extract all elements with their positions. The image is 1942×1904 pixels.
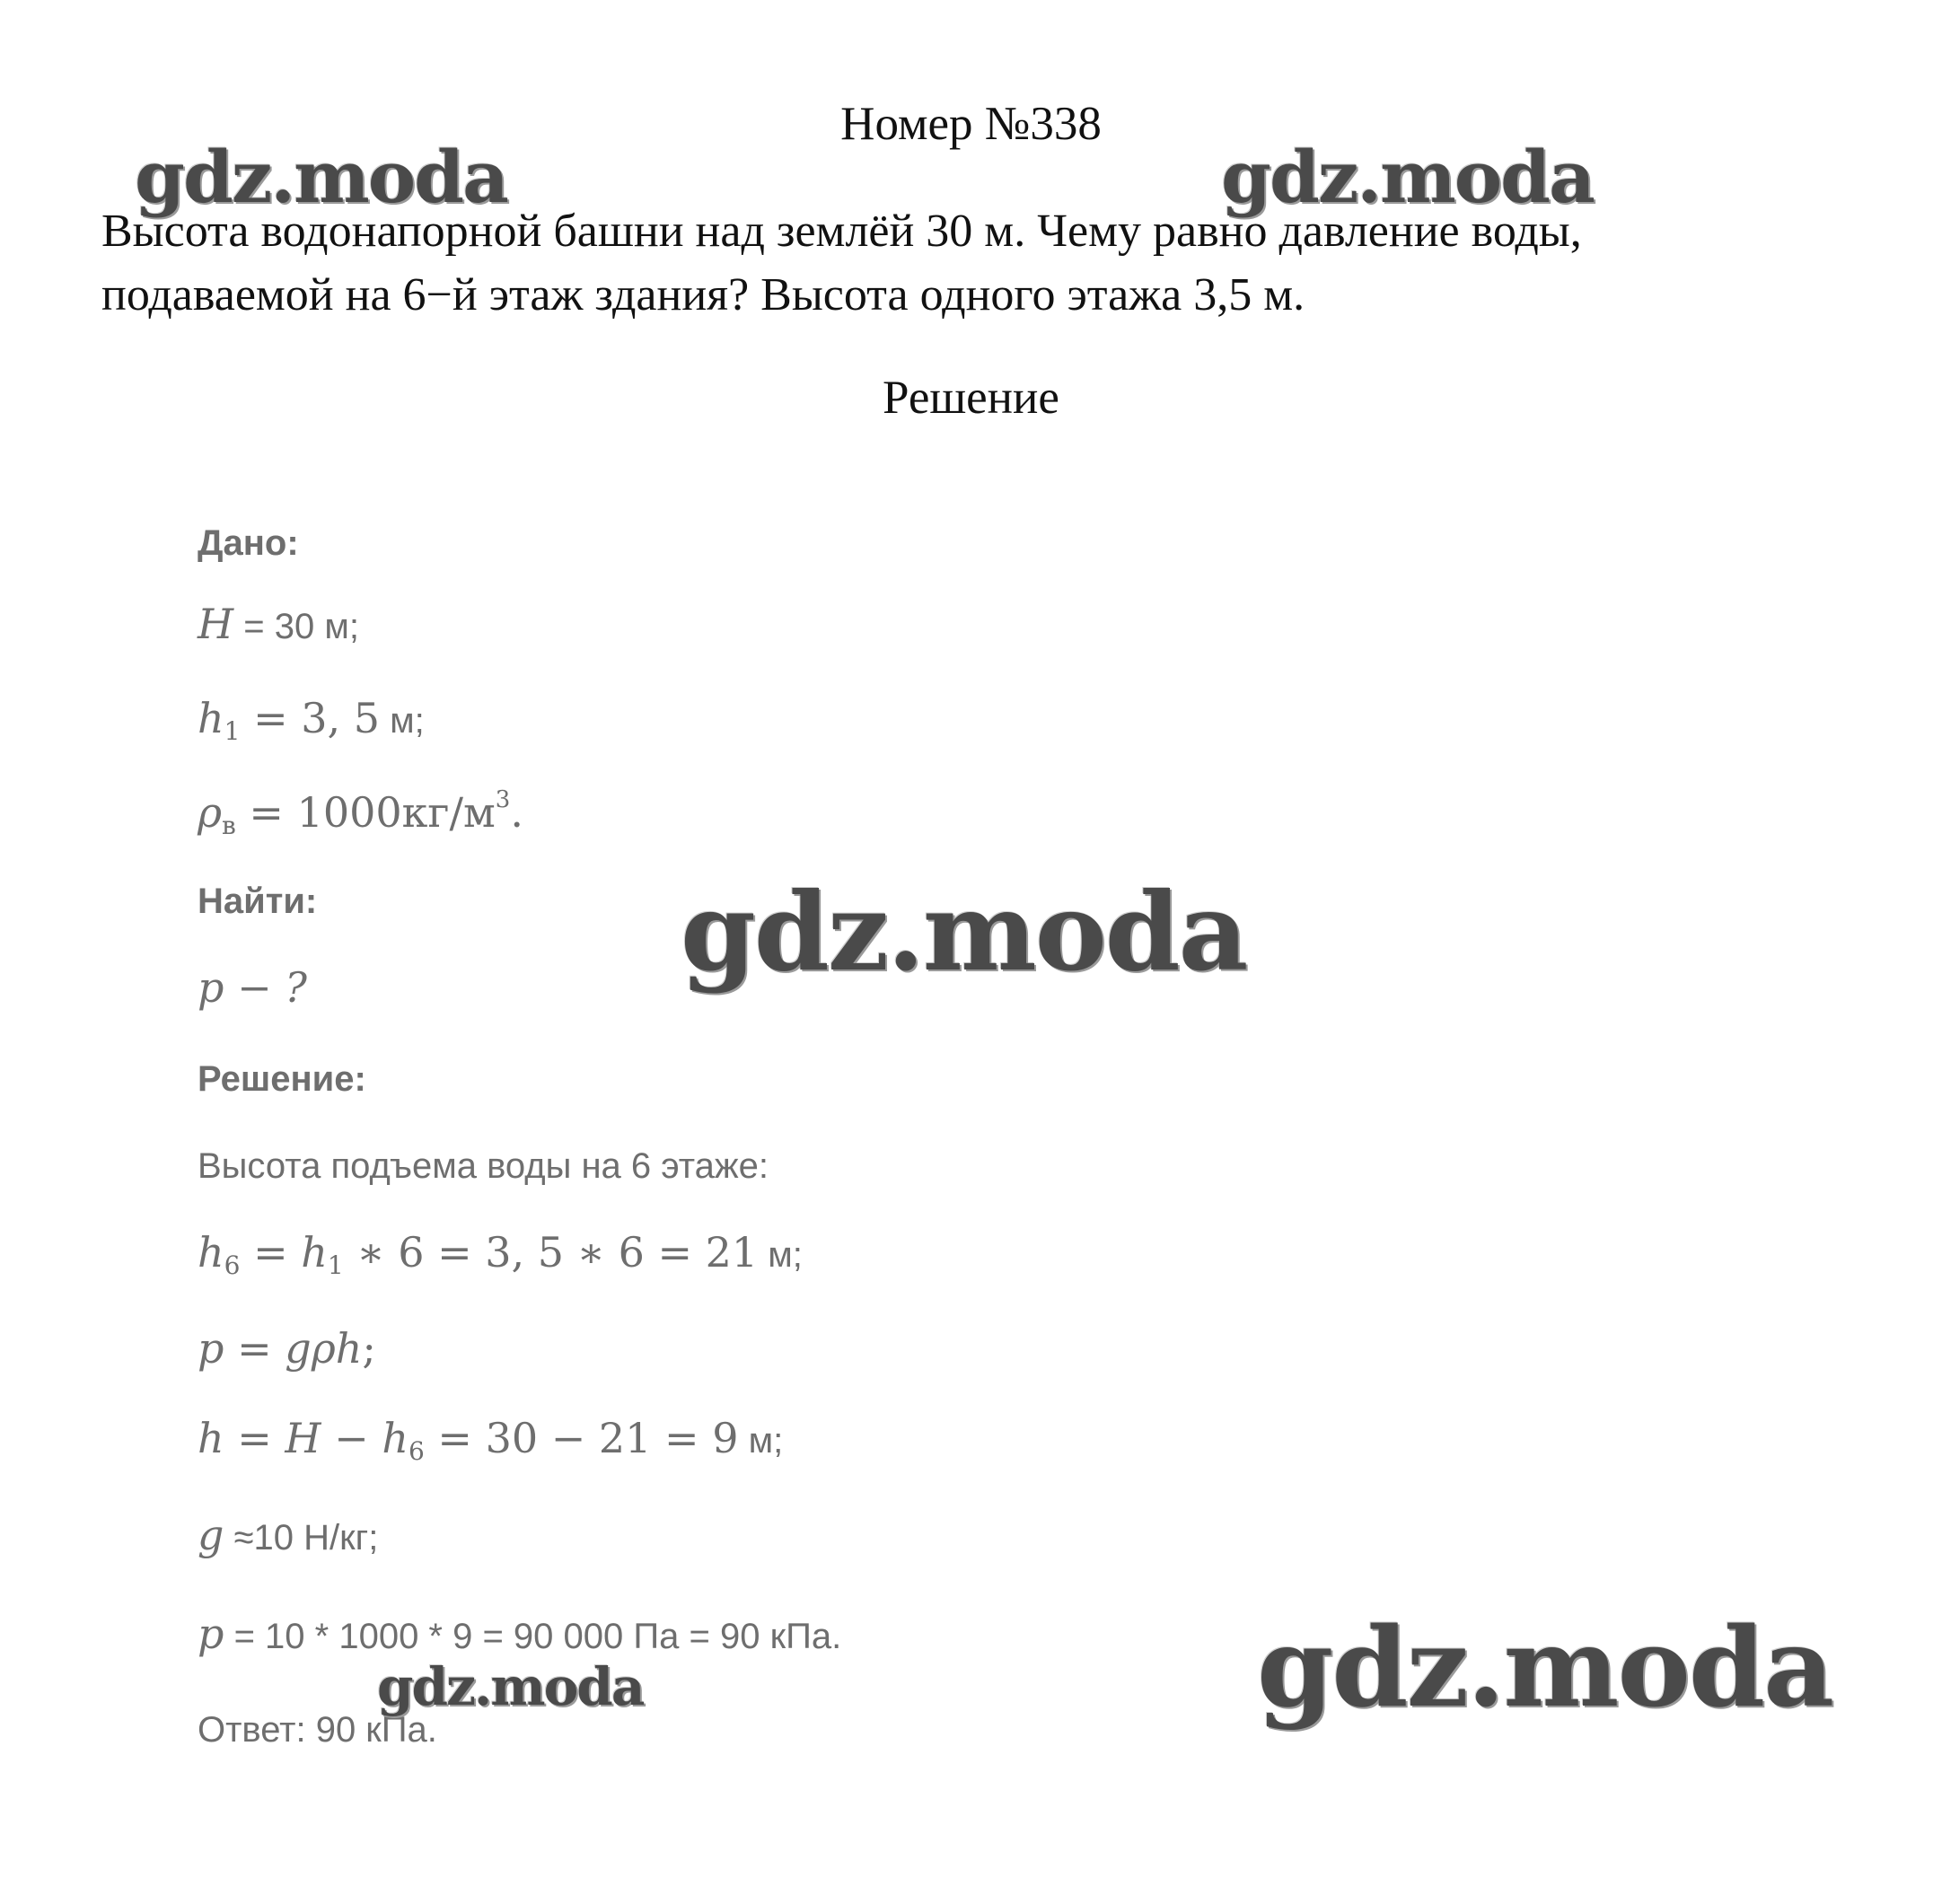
watermark: gdz.moda xyxy=(377,1656,644,1717)
rho-subscript: в xyxy=(222,811,236,840)
formula-rhs: gρh xyxy=(285,1324,363,1373)
given-H xyxy=(198,600,359,648)
find-value xyxy=(198,963,307,1012)
h1-subscript: 1 xyxy=(224,716,241,746)
pressure-formula xyxy=(198,1324,376,1373)
watermark: gdz.moda xyxy=(135,135,507,219)
h-equation xyxy=(198,1414,783,1466)
watermark: gdz.moda xyxy=(681,869,1247,996)
solve-label: Решение: xyxy=(198,1059,366,1099)
h1-value: = 3, 5 xyxy=(240,694,381,742)
h6-equation xyxy=(198,1228,803,1280)
solution-heading: Решение xyxy=(883,372,1059,424)
formula-eq: = xyxy=(224,1324,286,1373)
formula-lhs: p xyxy=(198,1324,224,1373)
calc-symbol: p xyxy=(198,1610,224,1658)
find-expression: p − ? xyxy=(198,963,307,1012)
calc-rest: = 10 * 1000 * 9 = 90 000 Па = 90 кПа. xyxy=(224,1617,842,1656)
h-subscript: 6 xyxy=(408,1436,425,1466)
h6-h1-subscript: 1 xyxy=(327,1250,344,1280)
g-symbol: g xyxy=(198,1511,224,1559)
h1-symbol: h xyxy=(198,694,224,742)
H-symbol: H xyxy=(198,600,234,648)
problem-line-1: Высота водонапорной башни над землёй 30 м. Чему равно давление воды, xyxy=(101,206,1582,257)
answer: Ответ: 90 кПа. xyxy=(198,1710,437,1750)
page-title: Номер №338 xyxy=(840,98,1102,150)
g-value xyxy=(198,1511,378,1559)
find-label: Найти: xyxy=(198,882,318,921)
given-h1 xyxy=(198,694,425,746)
h1-unit: м; xyxy=(380,701,425,741)
h6-unit: м; xyxy=(758,1235,803,1275)
formula-end: ; xyxy=(362,1324,376,1373)
rho-end: . xyxy=(510,788,523,837)
watermark: gdz.moda xyxy=(1257,1602,1833,1732)
step-text: Высота подъема воды на 6 этаже: xyxy=(198,1146,769,1186)
pressure-calculation xyxy=(198,1610,841,1658)
rho-value: = 1000кг/м xyxy=(235,788,496,837)
h-calc: = 30 − 21 = 9 xyxy=(424,1414,739,1462)
h6-symbol: h xyxy=(198,1228,224,1277)
given-label: Дано: xyxy=(198,523,299,563)
h6-subscript: 6 xyxy=(224,1250,241,1280)
rho-superscript: 3 xyxy=(495,786,511,813)
given-rho xyxy=(198,786,523,840)
h-expression: h = H − h xyxy=(198,1414,409,1462)
h-unit: м; xyxy=(738,1421,784,1461)
h6-calc: ∗ 6 = 3, 5 ∗ 6 = 21 xyxy=(343,1228,759,1277)
problem-line-2: подаваемой на 6−й этаж здания? Высота одного этажа 3,5 м. xyxy=(101,269,1305,320)
g-rest: ≈10 Н/кг; xyxy=(224,1518,379,1557)
H-value: = 30 м; xyxy=(233,607,359,646)
watermark: gdz.moda xyxy=(1221,135,1594,219)
rho-symbol: ρ xyxy=(198,788,223,837)
h6-h1: = h xyxy=(240,1228,328,1277)
